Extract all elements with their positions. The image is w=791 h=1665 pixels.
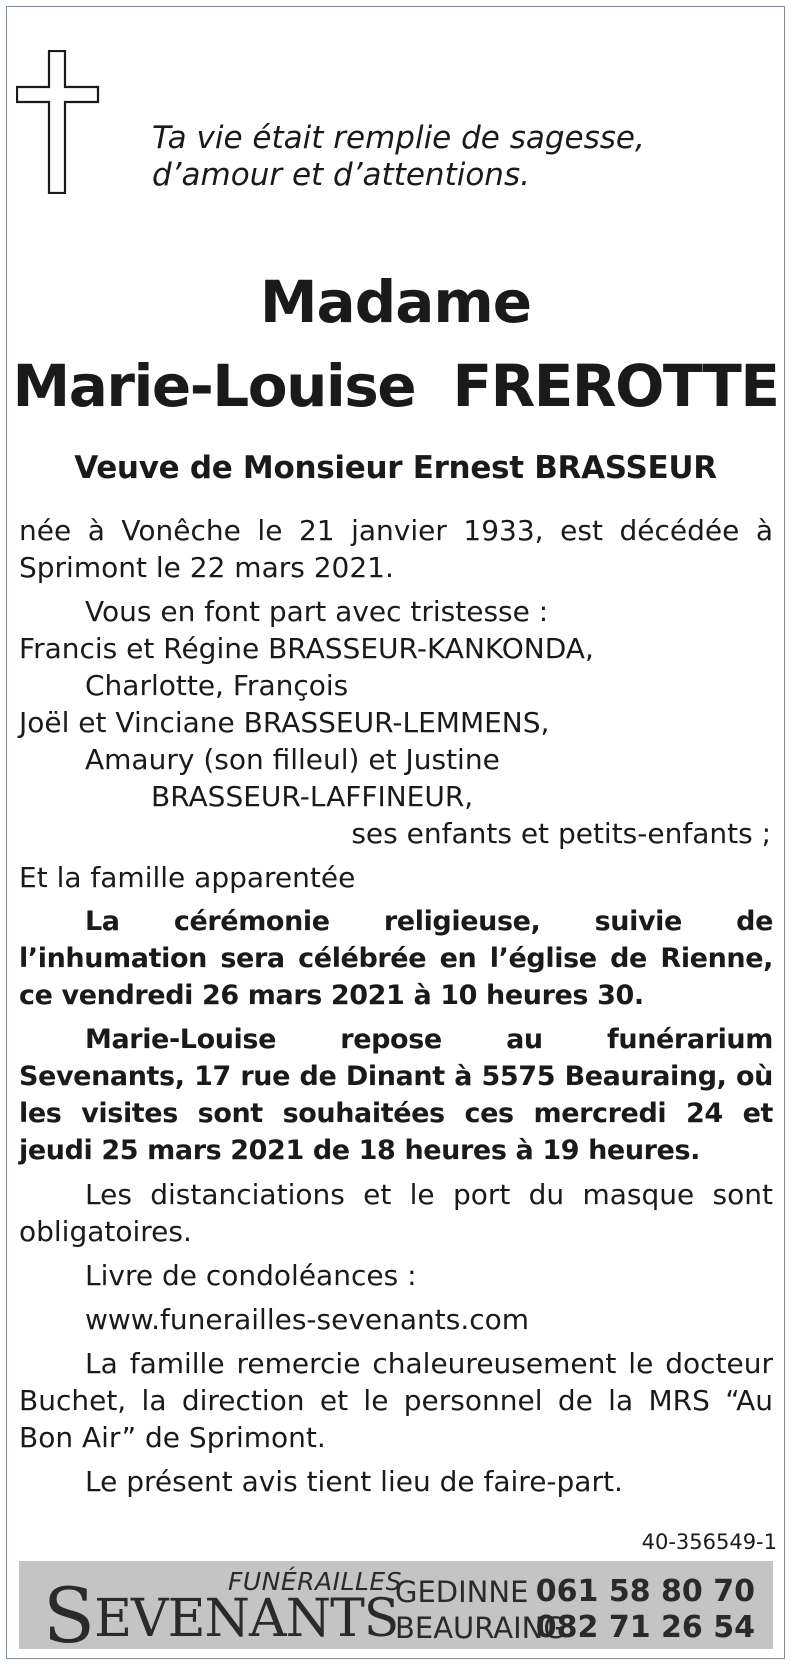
family-line-2: Charlotte, François [85, 669, 349, 702]
brand-subtitle: FUNÉRAILLES [228, 1567, 403, 1596]
masks-paragraph: Les distanciations et le port du masque sont obligatoires. [19, 1178, 773, 1248]
family-line-3: Joël et Vinciane BRASSEUR-LEMMENS, [19, 706, 550, 739]
cross-icon [16, 50, 100, 194]
phone-beauraing[interactable]: 082 71 26 54 [535, 1610, 755, 1645]
phone-gedinne[interactable]: 061 58 80 70 [535, 1574, 755, 1609]
visits-paragraph: Marie-Louise repose au funérarium Sevenants, 17 rue de Dinant à 5575 Beauraing, où les visites sont souhaitées ces mercredi 24 et jeudi 25 mars 2021 de 18 heures à 19 heures. [19, 1024, 773, 1166]
family-line-1: Francis et Régine BRASSEUR-KANKONDA, [19, 632, 594, 665]
epigraph-line-1: Ta vie était remplie de sagesse, [152, 120, 645, 156]
condolences-label: Livre de condoléances : [85, 1259, 417, 1292]
brand-initial: S [43, 1571, 95, 1660]
brand-name: EVENANTS [94, 1589, 399, 1649]
deceased-name: Marie-Louise FREROTTE [12, 352, 779, 420]
funeral-home-banner [19, 1561, 773, 1660]
family-line-4: Amaury (son filleul) et Justine [85, 743, 500, 776]
brand-logo [43, 1571, 398, 1660]
reference-number: 40-356549-1 [641, 1530, 777, 1554]
widow-subtitle: Veuve de Monsieur Ernest BRASSEUR [74, 450, 717, 486]
city-beauraing: BEAURAING [395, 1611, 566, 1645]
honorific-title: Madame [259, 268, 532, 336]
ceremony-paragraph: La cérémonie religieuse, suivie de l’inhumation sera célébrée en l’église de Rienne, ce vendredi 26 mars 2021 à 10 heures 30. [19, 906, 773, 1011]
website-link[interactable]: www.funerailles-sevenants.com [85, 1303, 530, 1336]
obituary-body [19, 512, 773, 1500]
relatives-line: Et la famille apparentée [19, 861, 356, 894]
thanks-paragraph: La famille remercie chaleureusement le docteur Buchet, la direction et le personnel de la MRS “Au Bon Air” de Sprimont. [19, 1347, 773, 1454]
family-line-5: BRASSEUR-LAFFINEUR, [151, 780, 474, 813]
announce-line: Vous en font part avec tristesse : [85, 595, 549, 628]
birth-death-paragraph: née à Vonêche le 21 janvier 1933, est décédée à Sprimont le 22 mars 2021. [19, 514, 773, 584]
epigraph-line-2: d’amour et d’attentions. [152, 157, 530, 193]
family-line-6: ses enfants et petits-enfants ; [351, 817, 771, 850]
city-gedinne: GEDINNE [395, 1575, 529, 1609]
epigraph [152, 120, 645, 194]
notice-line: Le présent avis tient lieu de faire-part. [85, 1465, 623, 1498]
